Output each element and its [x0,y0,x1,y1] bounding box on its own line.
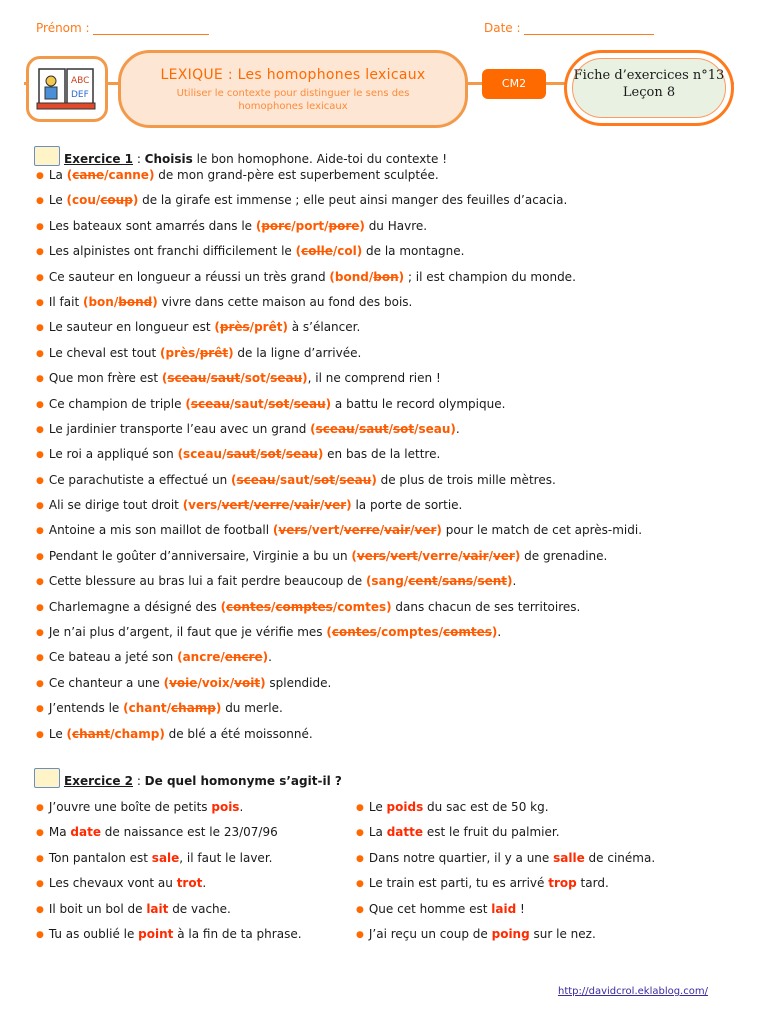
struck-option: vair [462,548,489,563]
bullet-icon: ● [356,803,364,813]
chosen-option: prêt [254,320,283,335]
bullet-icon: ● [356,904,364,915]
item-text-before: Ton pantalon est [48,850,152,865]
bullet-icon: ● [36,678,44,689]
item-text-after: sur le nez. [529,926,596,941]
struck-option: seau [270,371,303,386]
chosen-option: verre [422,548,459,563]
chosen-option: col [337,244,357,259]
struck-option: ver [414,523,437,538]
exercise2-instruction: De quel homonyme s’agit-il ? [144,774,342,788]
exercise1-item [36,168,642,193]
homonym-word: pois [211,800,240,814]
prenom-blank [93,20,209,35]
exercise1-item [36,473,642,498]
bullet-icon: ● [36,348,44,359]
bullet-icon: ● [36,929,44,940]
struck-option: seau [339,472,372,487]
exercise2-right-list [356,800,655,952]
exercise2-item [36,800,302,825]
struck-option: voit [234,675,261,690]
struck-option: contes [226,599,271,614]
item-text-after: de grenadine. [520,548,608,563]
bullet-icon: ● [36,221,44,232]
exercise1-item [36,270,642,295]
svg-text:DEF: DEF [71,90,89,100]
exercise1-list [36,168,642,752]
item-text-after: . [512,574,517,589]
exercise-book-icon [34,768,60,788]
homophone-options: (sceau/saut/sot/seau) [310,421,456,436]
item-text-before: Le jardinier transporte l’eau avec un grand [48,421,311,436]
struck-option: bond [118,294,153,309]
chosen-option: champ [114,726,160,741]
homonym-word: lait [146,901,169,916]
exercise2-left-list [36,800,302,952]
item-text-before: Le [368,800,387,814]
homophone-options: (cane/canne) [66,168,155,182]
item-text-after: vivre dans cette maison au fond des bois. [157,294,413,309]
struck-option: champ [171,701,216,716]
exercise1-item [36,422,642,447]
chosen-option: cou [72,193,96,208]
struck-option: sot [260,447,282,462]
struck-option: voie [169,675,198,690]
item-text-after: de blé a été moissonné. [164,726,313,741]
homophone-options: (près/prêt) [160,345,234,360]
exercise1-item [36,244,642,269]
item-text-after: , il ne comprend rien ! [307,371,441,386]
item-text-before: Le roi a appliqué son [48,447,178,462]
exercise2-item [356,851,655,876]
item-text-after: du merle. [221,701,283,716]
struck-option: vert [390,548,418,563]
item-text-before: Que cet homme est [368,901,492,916]
chosen-option: vert [311,523,340,538]
item-text-before: J’entends le [48,701,124,716]
bullet-icon: ● [36,424,44,435]
homophone-options: (colle/col) [295,244,363,259]
item-text-after: ! [516,901,525,916]
item-text-before: Pendant le goûter d’anniversaire, Virginie a bu un [48,548,352,563]
item-text-before: Les alpinistes ont franchi difficilement le [48,244,296,259]
struck-option: ver [492,548,515,563]
item-text-before: Dans notre quartier, il y a une [368,850,554,865]
svg-text:ABC: ABC [71,76,90,86]
exercise1-heading: Exercice 1 : Choisis le bon homophone. Aide-toi du contexte ! [34,146,447,166]
struck-option: vers [356,548,386,563]
struck-option: sot [392,421,415,436]
struck-option: ver [324,498,347,513]
fiche-box [564,50,734,126]
homonym-word: poids [386,800,424,814]
exercise1-item [36,346,642,371]
exercise1-item [36,650,642,675]
item-text-after: . [239,800,244,814]
homonym-word: datte [386,825,424,840]
homophone-options: (chant/champ) [66,726,165,741]
struck-option: chant [72,726,111,741]
item-text-before: Ce bateau a jeté son [48,650,178,665]
exercise1-item [36,447,642,472]
exercise1-item [36,600,642,625]
struck-option: sceau [190,396,230,411]
bullet-icon: ● [36,653,44,664]
struck-option: près [219,320,250,335]
bullet-icon: ● [36,551,44,562]
struck-option: prêt [199,345,229,360]
item-text-before: Les chevaux vont au [48,876,177,891]
homophone-options: (contes/comptes/comtes) [326,625,498,640]
exercise1-item [36,219,642,244]
homophone-options: (vers/vert/verre/vair/ver) [182,498,352,513]
bullet-icon: ● [36,853,44,864]
item-text-after: en bas de la lettre. [323,447,441,462]
item-text-after: la porte de sortie. [351,498,463,513]
chosen-option: chant [128,701,167,716]
item-text-before: J’ai reçu un coup de [368,926,492,941]
item-text-before: La [48,168,67,182]
chosen-option: vers [188,498,218,513]
exercise2-heading: Exercice 2 : De quel homonyme s’agit-il ? [34,768,342,788]
item-text-after: du Havre. [364,218,428,233]
chosen-option: sang [371,574,404,589]
homonym-word: trot [176,876,203,891]
bullet-icon: ● [36,904,44,915]
item-text-after: dans chacun de ses territoires. [391,599,581,614]
item-text-after: de la montagne. [362,244,465,259]
struck-option: verre [253,498,290,513]
item-text-before: Ce parachutiste a effectué un [48,472,232,487]
item-text-before: Cette blessure au bras lui a fait perdre beaucoup de [48,574,366,589]
struck-option: seau [293,396,326,411]
struck-option: contes [331,625,377,640]
homophone-options: (près/prêt) [214,320,288,335]
chosen-option: saut [234,396,264,411]
item-text-after: du sac est de 50 kg. [423,800,549,814]
exercise1-number: Exercice 1 [64,152,133,166]
homophone-options: (bon/bond) [82,294,158,309]
level-badge: CM2 [482,69,546,99]
homophone-options: (vers/vert/verre/vair/ver) [272,523,442,538]
homophone-options: (sceau/saut/sot/seau) [161,371,308,386]
homophone-options: (voie/voix/voit) [163,675,266,690]
item-text-after: de la girafe est immense ; elle peut ainsi manger des feuilles d’acacia. [138,193,568,208]
chosen-option: ancre [182,650,221,665]
chosen-option: comptes [381,625,439,640]
struck-option: saut [226,447,257,462]
item-text-after: pour le match de cet après-midi. [441,523,643,538]
item-text-after: de mon grand-père est superbement sculptée. [154,168,439,182]
item-text-before: Ce sauteur en longueur a réussi un très grand [48,269,330,284]
item-text-before: Les bateaux sont amarrés dans le [48,218,256,233]
exercise2-item [356,825,655,850]
struck-option: encre [224,650,263,665]
item-text-after: de la ligne d’arrivée. [233,345,362,360]
item-text-before: Que mon frère est [48,371,162,386]
bullet-icon: ● [36,803,44,813]
chosen-option: voix [201,675,230,690]
item-text-after: . [202,876,207,891]
homophone-options: (vers/vert/verre/vair/ver) [351,548,521,563]
item-text-after: est le fruit du palmier. [423,825,560,840]
homophone-options: (cou/coup) [66,193,139,208]
bullet-icon: ● [36,272,44,283]
exercise1-item [36,193,642,218]
exercise2-item [36,902,302,927]
struck-option: sceau [315,421,355,436]
exercise-book-icon [34,146,60,166]
bullet-icon: ● [36,526,44,537]
exercise1-command: Choisis [144,152,193,166]
struck-option: porc [261,218,292,233]
exercise2-item [356,902,655,927]
exercise2-item [356,927,655,952]
struck-option: vert [221,498,250,513]
chosen-option: port [295,218,325,233]
struck-option: sceau [236,472,276,487]
chosen-option: sceau [183,447,223,462]
item-text-after: a battu le record olympique. [331,396,506,411]
bullet-icon: ● [36,501,44,512]
chosen-option: canne [108,168,149,182]
homophone-options: (contes/comptes/comtes) [220,599,392,614]
struck-option: bon [373,269,399,284]
exercise1-item [36,498,642,523]
struck-option: sceau [167,371,207,386]
item-text-after: de vache. [168,901,231,916]
bullet-icon: ● [356,879,364,890]
struck-option: sent [477,574,507,589]
item-text-after: . [455,421,460,436]
bullet-icon: ● [36,171,44,181]
exercise2-item [36,825,302,850]
exercise1-item [36,625,642,650]
item-text-before: Le [48,726,67,741]
struck-option: comptes [275,599,333,614]
bullet-icon: ● [36,828,44,839]
lesson-subtitle: Utiliser le contexte pour distinguer le sens des homophones lexicaux [176,88,410,112]
item-text-after: splendide. [265,675,332,690]
date-blank [524,20,654,35]
date-field [484,20,654,35]
item-text-after: . [268,650,272,665]
exercise1-item [36,549,642,574]
homophone-options: (sceau/saut/sot/seau) [231,472,377,487]
exercise1-item [36,727,642,752]
homonym-word: sale [151,850,180,865]
struck-option: cane [72,168,105,182]
homophone-options: (chant/champ) [123,701,222,716]
item-text-after: à la fin de ta phrase. [173,926,302,941]
exercise2-item [356,800,655,825]
exercise1-item [36,676,642,701]
exercise2-item [356,876,655,901]
exercise1-item [36,371,642,396]
struck-option: saut [210,371,241,386]
bullet-icon: ● [356,853,364,864]
struck-option: comtes [443,625,492,640]
exercise1-item [36,320,642,345]
exercise2-number: Exercice 2 [64,774,133,788]
item-text-after: de plus de trois mille mètres. [376,472,556,487]
bullet-icon: ● [356,929,364,940]
item-text-before: Il fait [48,294,83,309]
homophone-options: (sang/cent/sans/sent) [365,574,513,589]
item-text-before: Ali se dirige tout droit [48,498,183,513]
bullet-icon: ● [36,577,44,588]
item-text-before: La [368,825,387,840]
bullet-icon: ● [36,399,44,410]
homophone-options: (porc/port/pore) [255,218,365,233]
bullet-icon: ● [36,729,44,740]
homonym-word: point [138,926,174,941]
item-text-after: de cinéma. [584,850,656,865]
item-text-before: Charlemagne a désigné des [48,599,221,614]
prenom-field [36,20,209,35]
exercise2-item [36,927,302,952]
struck-option: cent [408,574,438,589]
item-text-before: Je n’ai plus d’argent, il faut que je vérifie mes [48,625,327,640]
item-text-after: à s’élancer. [287,320,361,335]
item-text-before: Il boit un bol de [48,901,147,916]
bullet-icon: ● [36,450,44,461]
item-text-before: Ma [48,825,71,840]
lesson-title: LEXIQUE : Les homophones lexicaux [160,67,426,83]
bullet-icon: ● [36,196,44,207]
chosen-option: seau [418,421,451,436]
chosen-option: bond [334,269,369,284]
item-text-after: , il faut le laver. [179,850,273,865]
chosen-option: comtes [337,599,387,614]
struck-option: colle [301,244,333,259]
exercise1-item [36,295,642,320]
exercise2-item [36,876,302,901]
exercise2-item [36,851,302,876]
item-text-before: Le sauteur en longueur est [48,320,215,335]
bullet-icon: ● [356,828,364,839]
homonym-word: poing [491,926,530,941]
struck-option: coup [100,193,133,208]
struck-option: vair [384,523,411,538]
homophone-options: (bond/bon) [329,269,405,284]
fiche-lesson: Leçon 8 [622,85,676,100]
struck-option: sot [268,396,290,411]
date-label: Date : [484,21,521,35]
struck-option: seau [285,447,318,462]
item-text-before: Le train est parti, tu es arrivé [368,876,549,891]
homophone-options: (sceau/saut/sot/seau) [177,447,324,462]
bullet-icon: ● [36,374,44,385]
bullet-icon: ● [36,297,44,308]
struck-option: pore [328,218,360,233]
struck-option: sans [442,574,474,589]
chosen-option: sot [244,371,266,386]
homonym-word: salle [553,850,585,865]
struck-option: vair [293,498,320,513]
exercise1-item [36,523,642,548]
item-text-after: . [497,625,502,640]
item-text-before: Ce champion de triple [48,396,186,411]
chosen-option: bon [88,294,114,309]
item-text-after: tard. [576,876,609,891]
struck-option: vers [278,523,308,538]
exercise1-item [36,397,642,422]
item-text-before: Le cheval est tout [48,345,161,360]
bullet-icon: ● [36,628,44,639]
footer-link[interactable]: http://davidcrol.eklablog.com/ [558,986,708,997]
prenom-label: Prénom : [36,21,90,35]
item-text-before: Le [48,193,67,208]
homonym-word: laid [491,901,517,916]
struck-option: sot [313,472,335,487]
item-text-before: J’ouvre une boîte de petits [48,800,212,814]
item-text-after: de naissance est le 23/07/96 [100,825,278,840]
bullet-icon: ● [36,602,44,613]
fiche-number: Fiche d’exercices n°13 [573,68,725,83]
item-text-before: Tu as oublié le [48,926,139,941]
book-icon [26,56,108,122]
homophone-options: (ancre/encre) [177,650,269,665]
bullet-icon: ● [36,704,44,715]
homophone-options: (sceau/saut/sot/seau) [185,396,332,411]
bullet-icon: ● [36,247,44,258]
item-text-after: ; il est champion du monde. [404,269,576,284]
homonym-word: date [70,825,101,840]
exercise1-item [36,701,642,726]
exercise1-item [36,574,642,599]
exercise1-instruction: le bon homophone. Aide-toi du contexte ! [192,152,448,166]
item-text-before: Ce chanteur a une [48,675,164,690]
chosen-option: près [165,345,196,360]
title-box [118,50,468,128]
item-text-before: Antoine a mis son maillot de football [48,523,273,538]
struck-option: verre [343,523,380,538]
bullet-icon: ● [36,323,44,334]
bullet-icon: ● [36,879,44,890]
homonym-word: trop [548,876,577,891]
chosen-option: saut [279,472,310,487]
struck-option: saut [359,421,389,436]
bullet-icon: ● [36,475,44,486]
